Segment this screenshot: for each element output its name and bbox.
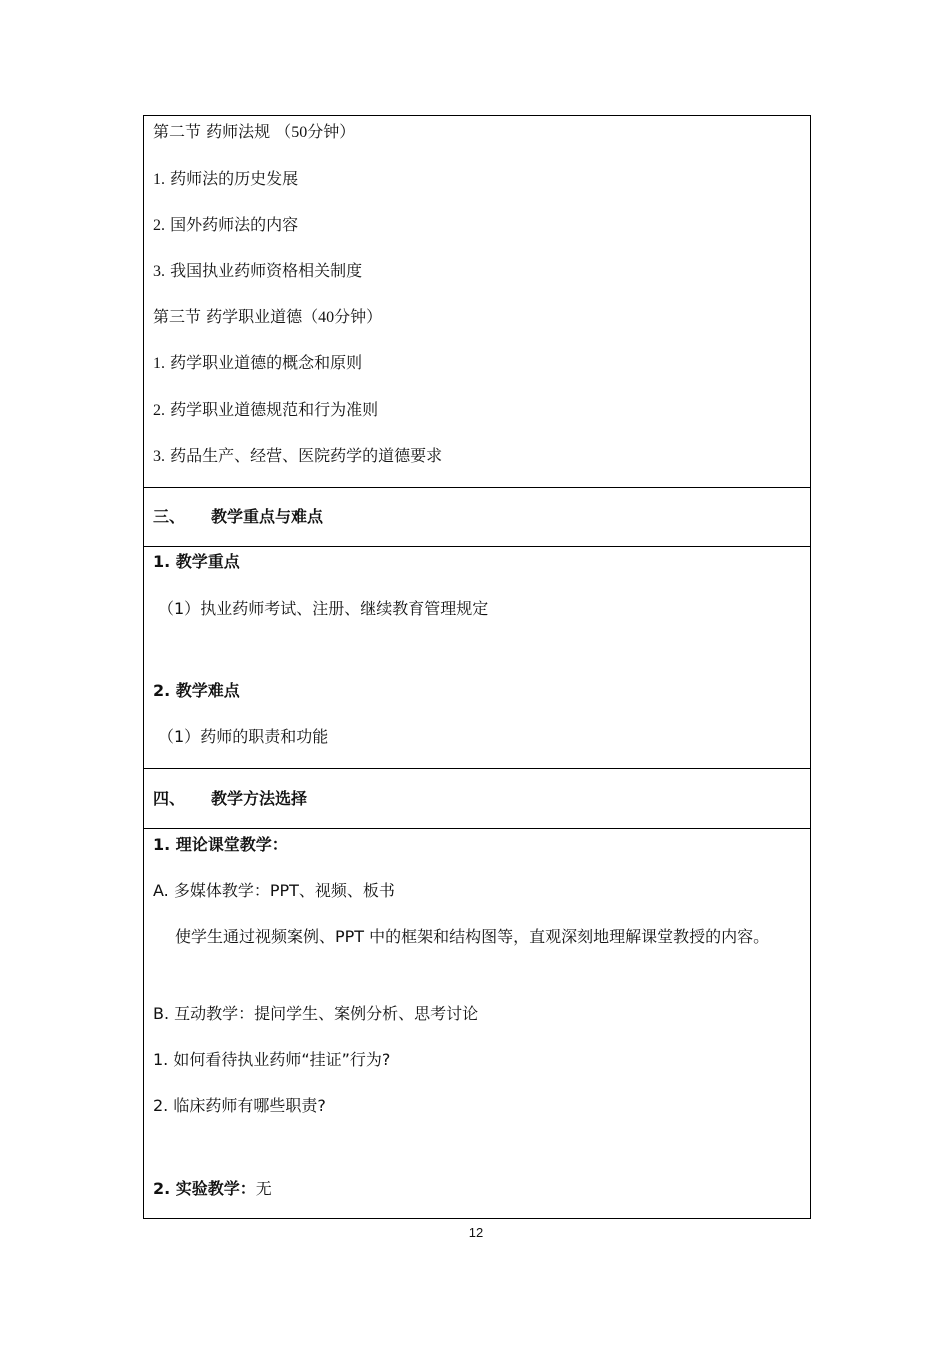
item-text: 药师法的历史发展 bbox=[170, 169, 299, 188]
method-b: B. 互动教学：提问学生、案例分析、思考讨论 bbox=[153, 1004, 479, 1023]
section-2-minutes: 50 bbox=[291, 124, 308, 141]
item-number: （1） bbox=[158, 599, 201, 618]
discussion-question-2: 2. 临床药师有哪些职责? bbox=[153, 1096, 326, 1115]
item-number: 1. bbox=[153, 355, 165, 372]
item-text: 药学职业道德规范和行为准则 bbox=[170, 400, 379, 419]
method-a: A. 多媒体教学：PPT、视频、板书 bbox=[153, 881, 395, 900]
difficulties-title: 2. 教学难点 bbox=[153, 681, 240, 700]
methods-cell bbox=[144, 828, 810, 1218]
heading-three bbox=[153, 506, 323, 528]
heading-text: 教学重点与难点 bbox=[211, 507, 324, 526]
item-text: 国外药师法的内容 bbox=[170, 215, 299, 234]
method-a-description: 使学生通过视频案例、PPT 中的框架和结构图等，直观深刻地理解课堂教授的内容。 bbox=[175, 927, 770, 946]
section-3-item bbox=[153, 399, 378, 422]
key-point-item bbox=[158, 598, 488, 620]
experiment-value: 无 bbox=[255, 1179, 272, 1198]
item-number: 3. bbox=[153, 448, 165, 465]
item-text: 执业药师考试、注册、继续教育管理规定 bbox=[200, 599, 489, 618]
heading-number: 三、 bbox=[153, 507, 186, 526]
methods-title: 1. 理论课堂教学： bbox=[153, 835, 288, 854]
item-number: 3. bbox=[153, 263, 165, 280]
item-number: 1. bbox=[153, 171, 165, 188]
content-cell bbox=[144, 116, 810, 487]
discussion-question-1: 1. 如何看待执业药师“挂证”行为? bbox=[153, 1050, 391, 1069]
heading-four bbox=[153, 788, 307, 810]
key-points-cell bbox=[144, 546, 810, 768]
heading-number: 四、 bbox=[153, 789, 186, 808]
section-2-title-text: 第二节 药师法规 （ bbox=[153, 122, 292, 141]
section-2-item bbox=[153, 214, 298, 237]
section-2-item bbox=[153, 168, 298, 191]
item-number: 2. bbox=[153, 217, 165, 234]
section-3-title-suffix: 分钟） bbox=[334, 307, 383, 326]
section-3-minutes: 40 bbox=[318, 309, 335, 326]
section-3-title bbox=[153, 306, 382, 329]
heading-three-cell bbox=[144, 487, 810, 546]
section-2-item bbox=[153, 260, 362, 283]
heading-text: 教学方法选择 bbox=[211, 789, 308, 808]
difficulty-item bbox=[158, 726, 328, 748]
section-3-item bbox=[153, 352, 362, 375]
experiment-label: 2. 实验教学： bbox=[153, 1179, 256, 1198]
item-text: 药学职业道德的概念和原则 bbox=[170, 353, 363, 372]
syllabus-table bbox=[143, 115, 811, 1219]
section-2-title bbox=[153, 121, 355, 144]
section-3-item bbox=[153, 445, 442, 468]
page-number: 12 bbox=[468, 1225, 484, 1240]
section-3-title-text: 第三节 药学职业道德（ bbox=[153, 307, 319, 326]
item-number: 2. bbox=[153, 402, 165, 419]
experiment-teaching bbox=[153, 1178, 272, 1200]
key-points-title: 1. 教学重点 bbox=[153, 552, 240, 571]
item-text: 药师的职责和功能 bbox=[200, 727, 329, 746]
item-text: 药品生产、经营、医院药学的道德要求 bbox=[170, 446, 443, 465]
heading-four-cell bbox=[144, 768, 810, 828]
item-text: 我国执业药师资格相关制度 bbox=[170, 261, 363, 280]
section-2-title-suffix: 分钟） bbox=[307, 122, 356, 141]
item-number: （1） bbox=[158, 727, 201, 746]
